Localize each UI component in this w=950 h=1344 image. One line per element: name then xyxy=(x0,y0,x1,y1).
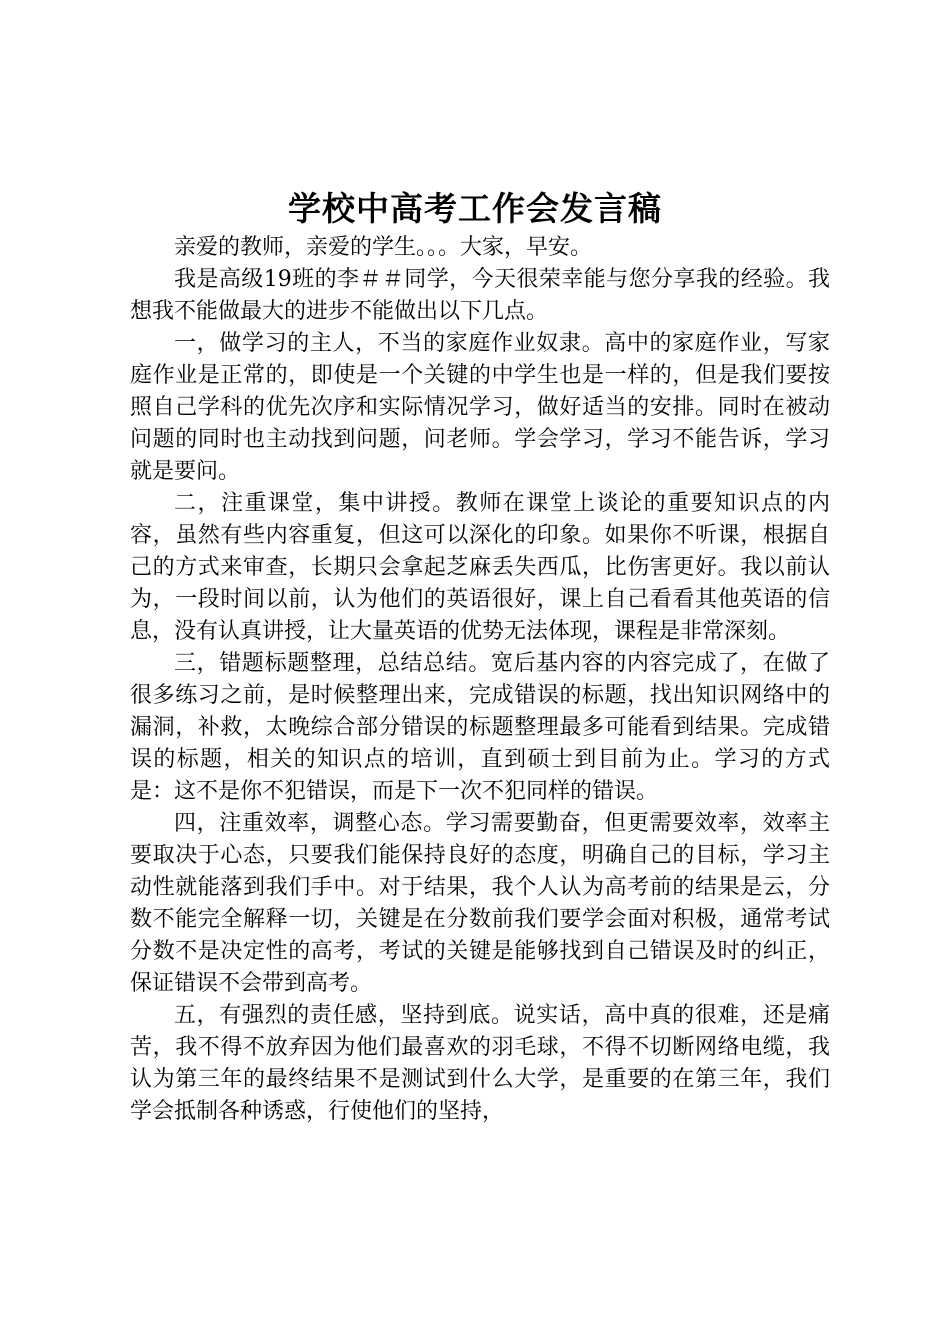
paragraph-point-five: 五，有强烈的责任感，坚持到底。说实话，高中真的很难，还是痛苦，我不得不放弃因为他们最喜欢的羽毛球，不得不切断网络电缆，我认为第三年的最终结果不是测试到什么大学，是重要的在第三年，我们学会抵制各种诱惑，行使他们的坚持， xyxy=(130,1003,830,1124)
document-body xyxy=(130,232,830,1128)
paragraph-introduction: 我是高级19班的李＃＃同学，今天很荣幸能与您分享我的经验。我想我不能做最大的进步不能做出以下几点。 xyxy=(130,267,830,324)
paragraph-greeting: 亲爱的教师，亲爱的学生。。。大家，早安。 xyxy=(174,235,593,260)
paragraph-point-two: 二，注重课堂，集中讲授。教师在课堂上谈论的重要知识点的内容，虽然有些内容重复，但这可以深化的印象。如果你不听课，根据自己的方式来审查，长期只会拿起芝麻丢失西瓜，比伤害更好。我以前认为，一段时间以前，认为他们的英语很好，课上自己看看其他英语的信息，没有认真讲授，让大量英语的优势无法体现，课程是非常深刻。 xyxy=(130,491,830,644)
paragraph-point-three: 三，错题标题整理，总结总结。宽后基内容的内容完成了，在做了很多练习之前，是时候整理出来，完成错误的标题，找出知识网络中的漏洞，补救，太晚综合部分错误的标题整理最多可能看到结果。完成错误的标题，相关的知识点的培训，直到硕士到目前为止。学习的方式是：这不是你不犯错误，而是下一次不犯同样的错误。 xyxy=(130,651,830,804)
paragraph-point-four: 四，注重效率，调整心态。学习需要勤奋，但更需要效率，效率主要取决于心态，只要我们能保持良好的态度，明确自己的目标，学习主动性就能落到我们手中。对于结果，我个人认为高考前的结果是云，分数不能完全解释一切，关键是在分数前我们要学会面对积极，通常考试分数不是决定性的高考，考试的关键是能够找到自己错误及时的纠正，保证错误不会带到高考。 xyxy=(130,811,830,996)
document-title: 学校中高考工作会发言稿 xyxy=(288,189,662,228)
paragraph-point-one: 一，做学习的主人，不当的家庭作业奴隶。高中的家庭作业，写家庭作业是正常的，即使是一个关键的中学生也是一样的，但是我们要按照自己学科的优先次序和实际情况学习，做好适当的安排。同时在被动问题的同时也主动找到问题，问老师。学会学习，学习不能告诉，学习就是要问。 xyxy=(130,331,830,484)
